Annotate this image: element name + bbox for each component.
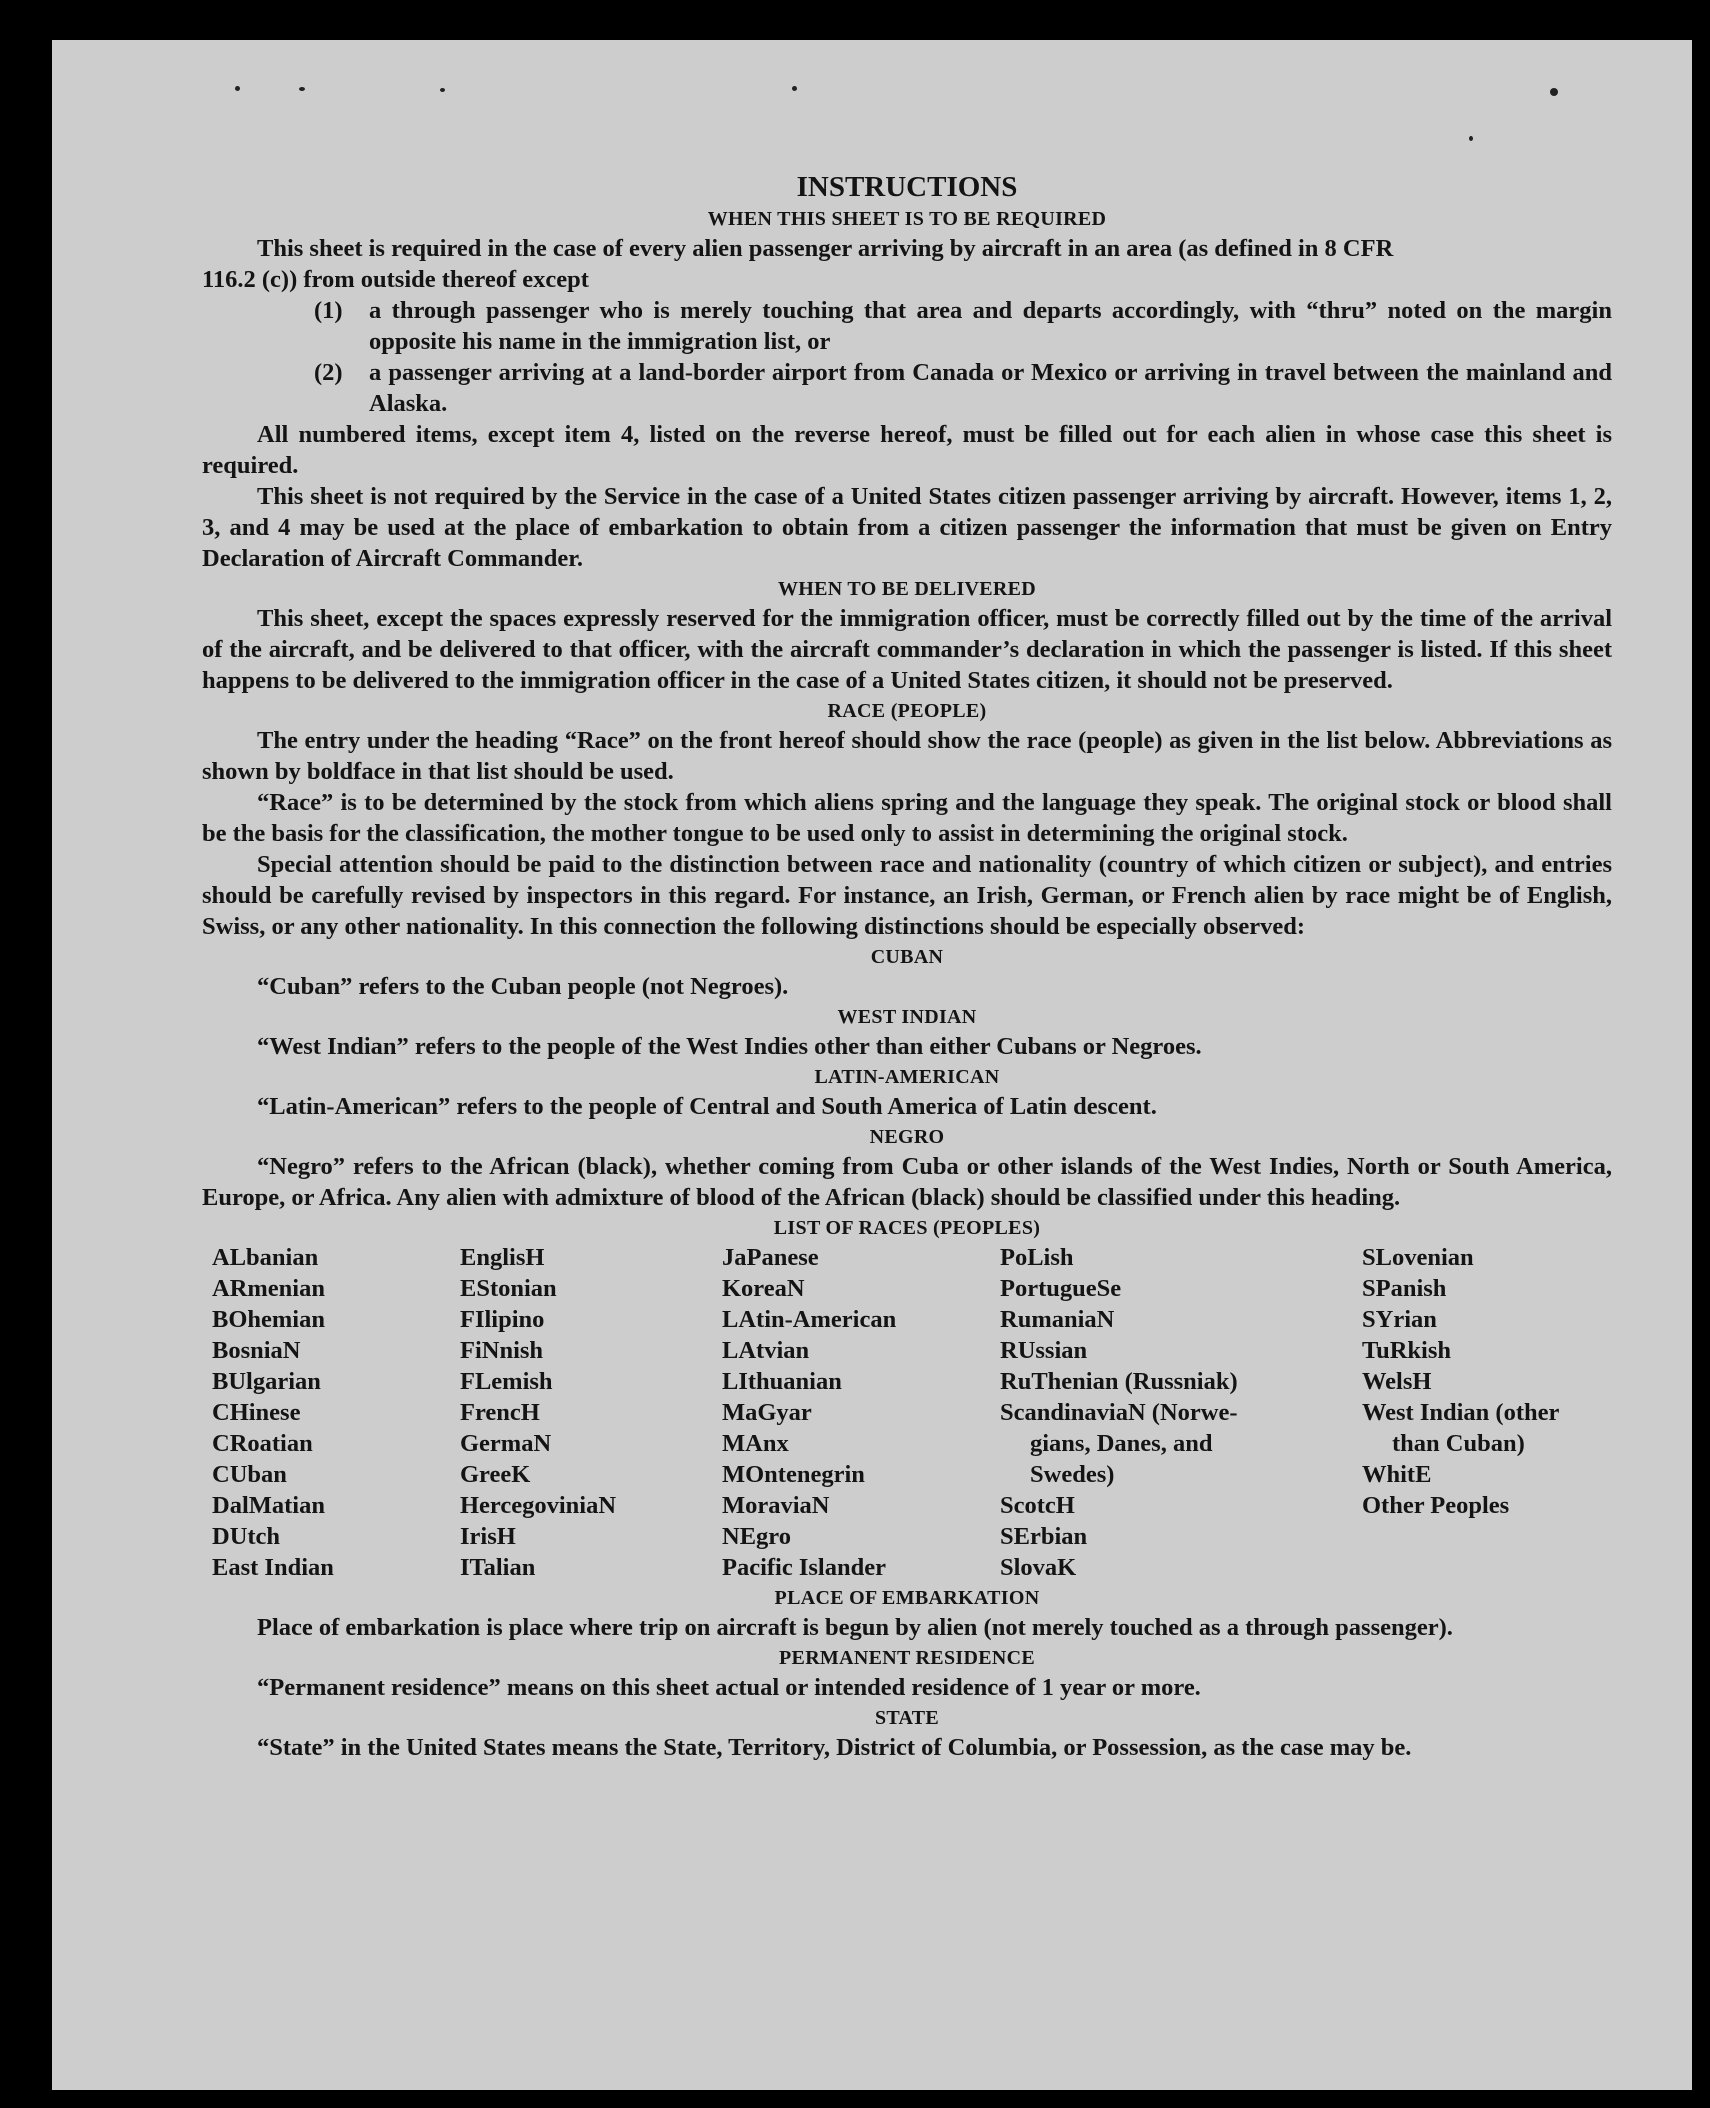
heading-when-required: WHEN THIS SHEET IS TO BE REQUIRED [707, 208, 1107, 230]
race-entry: BUlgarian [212, 1368, 321, 1395]
race-entry: PortugueSe [1000, 1275, 1122, 1302]
heading-state: STATE [874, 1707, 940, 1729]
required-intro: This sheet is required in the case of every alien passenger arriving by aircraft in an area (as defined in 8 CFR [257, 235, 1394, 262]
races-column-3 [722, 1242, 1000, 1583]
heading-place-of-embarkation: PLACE OF EMBARKATION [774, 1587, 1040, 1609]
races-list [202, 1242, 1612, 1583]
races-column-4 [1000, 1242, 1362, 1583]
race-entry: KoreaN [722, 1275, 805, 1302]
race-entry: CUban [212, 1461, 287, 1488]
race-paragraph-3: Special attention should be paid to the distinction between race and nationality (country of which citizen or subject), and entries should be carefully revised by inspectors in this regard. For instance, an Irish, German, or French alien by race might be of English, Swiss, or any other nationality. In this connection the following distinctions should be especially observed: [202, 851, 1612, 940]
heading-negro: NEGRO [869, 1126, 945, 1148]
race-entry: East Indian [212, 1554, 334, 1581]
numbered-items-paragraph: All numbered items, except item 4, listed on the reverse hereof, must be filled out for each alien in whose case this sheet is required. [202, 421, 1612, 479]
race-paragraph-1: The entry under the heading “Race” on the front hereof should show the race (people) as given in the list below. Abbreviations as shown by boldface in that list should be used. [202, 727, 1612, 785]
race-entry: DUtch [212, 1523, 281, 1550]
race-entry: Other Peoples [1362, 1492, 1510, 1519]
race-entry: SErbian [1000, 1523, 1088, 1550]
race-entry-west-indian [1362, 1397, 1652, 1459]
races-column-1 [202, 1242, 460, 1583]
race-entry: RumaniaN [1000, 1306, 1115, 1333]
heading-cuban: CUBAN [870, 946, 944, 968]
race-entry: EStonian [460, 1275, 557, 1302]
race-entry: GreeK [460, 1461, 531, 1488]
definition-negro: “Negro” refers to the African (black), whether coming from Cuba or other islands of the West Indies, North or South America, Europe, or Africa. Any alien with admixture of blood of the African (black) should be classified under this heading. [202, 1153, 1612, 1211]
race-entry: BOhemian [212, 1306, 325, 1333]
race-entry: BosniaN [212, 1337, 301, 1364]
race-entry: EnglisH [460, 1244, 545, 1271]
race-entry: TuRkish [1362, 1337, 1452, 1364]
heading-race: RACE (PEOPLE) [827, 700, 987, 722]
race-entry: PoLish [1000, 1244, 1074, 1271]
state-paragraph: “State” in the United States means the State, Territory, District of Columbia, or Possession, as the case may be. [257, 1734, 1412, 1761]
race-entry: DalMatian [212, 1492, 325, 1519]
definition-west-indian: “West Indian” refers to the people of the West Indies other than either Cubans or Negroes. [257, 1033, 1202, 1060]
race-entry: ALbanian [212, 1244, 319, 1271]
race-entry: FIlipino [460, 1306, 545, 1333]
instructions-content [202, 158, 1612, 1763]
race-entry-line: Swedes) [1030, 1461, 1115, 1488]
race-entry: SLovenian [1362, 1244, 1474, 1271]
race-entry: CHinese [212, 1399, 301, 1426]
race-entry: CRoatian [212, 1430, 313, 1457]
required-intro-cont: 116.2 (c)) from outside thereof except [202, 266, 589, 293]
heading-list-of-races: LIST OF RACES (PEOPLES) [773, 1217, 1041, 1239]
exception-item-1 [314, 295, 1612, 357]
race-entry: RuThenian (Russniak) [1000, 1368, 1238, 1395]
race-entry-line: West Indian (other [1362, 1399, 1560, 1426]
race-entry: ScotcH [1000, 1492, 1075, 1519]
race-entry: WhitE [1362, 1461, 1432, 1488]
race-entry: LIthuanian [722, 1368, 842, 1395]
race-entry: Pacific Islander [722, 1554, 886, 1581]
exception-number: (2) [314, 359, 343, 386]
race-paragraph-2: “Race” is to be determined by the stock from which aliens spring and the language they speak. The original stock or blood shall be the basis for the classification, the mother tongue to be used only to assist in determining the original stock. [202, 789, 1612, 847]
race-entry: WelsH [1362, 1368, 1432, 1395]
race-entry: FiNnish [460, 1337, 544, 1364]
race-entry: NEgro [722, 1523, 791, 1550]
race-entry: MOntenegrin [722, 1461, 865, 1488]
exception-item-2 [314, 357, 1612, 419]
heading-permanent-residence: PERMANENT RESIDENCE [779, 1647, 1035, 1669]
race-entry: FrencH [460, 1399, 540, 1426]
race-entry: LAtvian [722, 1337, 810, 1364]
race-entry: SYrian [1362, 1306, 1437, 1333]
embarkation-paragraph: Place of embarkation is place where trip on aircraft is begun by alien (not merely touched as a through passenger). [257, 1614, 1453, 1641]
race-entry: LAtin-American [722, 1306, 897, 1333]
race-entry: HercegoviniaN [460, 1492, 617, 1519]
heading-when-delivered: WHEN TO BE DELIVERED [777, 578, 1037, 600]
race-entry: FLemish [460, 1368, 553, 1395]
page-title: INSTRUCTIONS [796, 171, 1018, 203]
race-entry-line: ScandinaviaN (Norwe- [1000, 1399, 1238, 1426]
race-entry-scandinavian [1000, 1397, 1290, 1490]
delivery-paragraph: This sheet, except the spaces expressly reserved for the immigration officer, must be correctly filled out by the time of the arrival of the aircraft, and be delivered to that officer, with the aircraft commander’s declaration in which the passenger is listed. If this sheet happens to be delivered to the immigration officer in the case of a United States citizen, it should not be preserved. [202, 605, 1612, 694]
race-entry: GermaN [460, 1430, 552, 1457]
race-entry: SPanish [1362, 1275, 1447, 1302]
heading-latin-american: LATIN-AMERICAN [814, 1066, 1000, 1088]
exception-number: (1) [314, 297, 343, 324]
race-entry: SlovaK [1000, 1554, 1077, 1581]
document-sheet [52, 40, 1692, 2090]
race-entry: ITalian [460, 1554, 536, 1581]
residence-paragraph: “Permanent residence” means on this sheet actual or intended residence of 1 year or more. [257, 1674, 1201, 1701]
citizen-paragraph: This sheet is not required by the Service in the case of a United States citizen passenger arriving by aircraft. However, items 1, 2, 3, and 4 may be used at the place of embarkation to obtain from a citizen passenger the information that must be given on Entry Declaration of Aircraft Commander. [202, 483, 1612, 572]
race-entry-line: than Cuban) [1392, 1430, 1525, 1457]
definition-cuban: “Cuban” refers to the Cuban people (not Negroes). [257, 973, 789, 1000]
exception-text: a through passenger who is merely touching that area and departs accordingly, with “thru” noted on the margin opposite his name in the immigration list, or [369, 297, 1612, 355]
race-entry-line: gians, Danes, and [1030, 1430, 1213, 1457]
heading-west-indian: WEST INDIAN [837, 1006, 977, 1028]
race-entry: RUssian [1000, 1337, 1088, 1364]
race-entry: IrisH [460, 1523, 516, 1550]
definition-latin-american: “Latin-American” refers to the people of Central and South America of Latin descent. [257, 1093, 1157, 1120]
race-entry: MAnx [722, 1430, 789, 1457]
races-column-5 [1362, 1242, 1612, 1583]
race-entry: MaGyar [722, 1399, 812, 1426]
races-column-2 [460, 1242, 722, 1583]
race-entry: JaPanese [722, 1244, 819, 1271]
race-entry: ARmenian [212, 1275, 325, 1302]
exception-text: a passenger arriving at a land-border airport from Canada or Mexico or arriving in travel between the mainland and Alaska. [369, 359, 1612, 417]
race-entry: MoraviaN [722, 1492, 830, 1519]
